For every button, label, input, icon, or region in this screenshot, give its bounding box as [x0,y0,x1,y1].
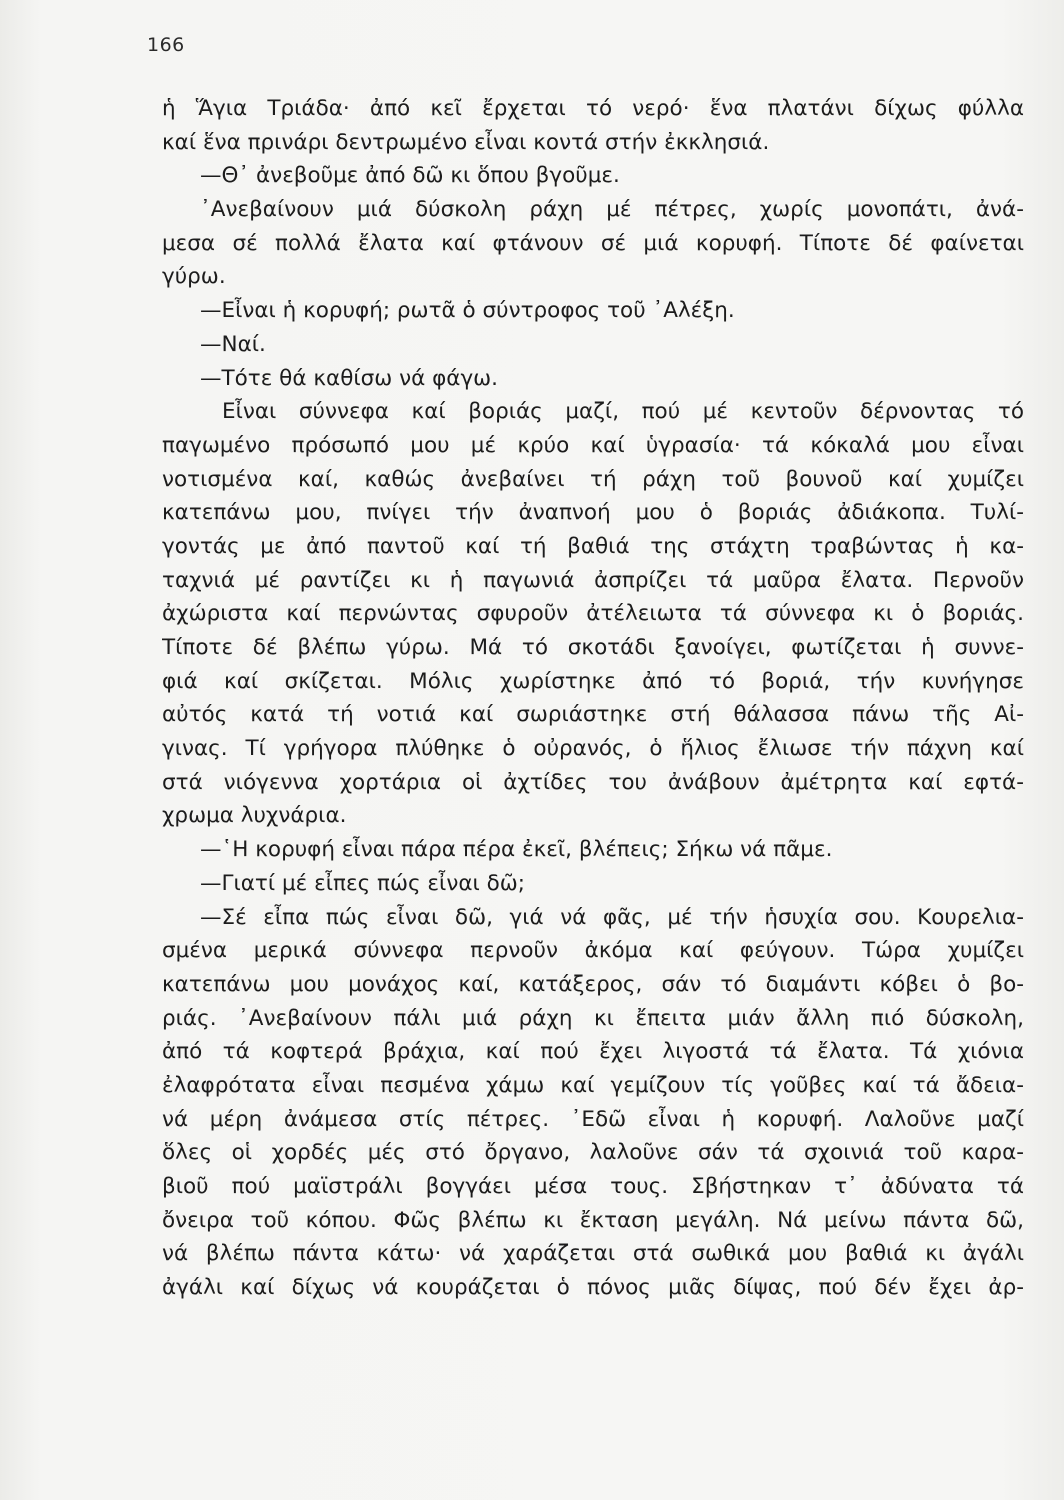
text-line: γοντάς με ἀπό παντοῦ καί τή βαθιά της στάχτη τραβώντας ἡ κα- [162,533,1024,559]
page-number: 166 [147,34,185,56]
text-line: παγωμένο πρόσωπό μου μέ κρύο καί ὑγρασία· τά κόκαλά μου εἶναι [162,432,1024,458]
text-line: βιοῦ πού μαϊστράλι βογγάει μέσα τους. Σβήστηκαν τ᾽ ἀδύνατα τά [162,1174,1024,1199]
text-line: —Θ᾽ ἀνεβοῦμε ἀπό δῶ κι ὅπου βγοῦμε. [200,163,620,189]
text-line: ὄνειρα τοῦ κόπου. Φῶς βλέπω κι ἔκταση μεγάλη. Νά μείνω πάντα δῶ, [162,1207,1024,1233]
text-line: —Γιατί μέ εἶπες πώς εἶναι δῶ; [200,870,526,896]
text-line: φιά καί σκίζεται. Μόλις χωρίστηκε ἀπό τό βοριά, τήν κυνήγησε [162,668,1024,694]
text-line: στά νιόγεννα χορτάρια οἱ ἀχτίδες του ἀνάβουν ἀμέτρητα καί εφτά- [162,769,1024,795]
text-line: ἀχώριστα καί περνώντας σφυροῦν ἀτέλειωτα τά σύννεφα κι ὁ βοριάς. [162,601,1024,627]
text-line: κατεπάνω μου μονάχος καί, κατάξερος, σάν τό διαμάντι κόβει ὁ βο- [162,971,1024,997]
text-line: Τίποτε δέ βλέπω γύρω. Μά τό σκοτάδι ξανοίγει, φωτίζεται ἡ συννε- [162,635,1024,660]
text-line: γινας. Τί γρήγορα πλύθηκε ὁ οὐρανός, ὁ ἥλιος ἔλιωσε τήν πάχνη καί [162,736,1024,762]
text-line: γύρω. [162,264,226,290]
text-line: ᾽Ανεβαίνουν μιά δύσκολη ράχη μέ πέτρες, χωρίς μονοπάτι, ἀνά- [200,197,1024,223]
text-line: ριάς. ᾽Ανεβαίνουν πάλι μιά ράχη κι ἔπειτα μιάν ἄλλη πιό δύσκολη, [162,1005,1024,1031]
text-line: —Εἶναι ἡ κορυφή; ρωτᾶ ὁ σύντροφος τοῦ ᾽Αλέξη. [200,298,735,324]
text-line: σμένα μερικά σύννεφα περνοῦν ἀκόμα καί φεύγουν. Τώρα χυμίζει [162,938,1024,964]
text-line: ἐλαφρότατα εἶναι πεσμένα χάμω καί γεμίζουν τίς γοῦβες καί τά ἄδεια- [162,1072,1024,1098]
text-line: ἀπό τά κοφτερά βράχια, καί πού ἔχει λιγοστά τά ἔλατα. Τά χιόνια [162,1039,1024,1065]
text-line: μεσα σέ πολλά ἔλατα καί φτάνουν σέ μιά κορυφή. Τίποτε δέ φαίνεται [162,230,1024,256]
text-line: Εἶναι σύννεφα καί βοριάς μαζί, πού μέ κεντοῦν δέρνοντας τό [222,399,1024,425]
text-line: —Ναί. [200,331,266,357]
text-line: ἡ Ἅγια Τριάδα· ἀπό κεῖ ἔρχεται τό νερό· ἕνα πλατάνι δίχως φύλλα [162,96,1024,121]
text-line: νά μέρη ἀνάμεσα στίς πέτρες. ᾽Εδῶ εἶναι ἡ κορυφή. Λαλοῦνε μαζί [162,1106,1024,1132]
text-line: ταχνιά μέ ραντίζει κι ἡ παγωνιά ἀσπρίζει τά μαῦρα ἔλατα. Περνοῦν [162,567,1024,593]
body-text [162,92,1024,1305]
text-line: αὐτός κατά τή νοτιά καί σωριάστηκε στή θάλασσα πάνω τῆς Αἰ- [162,702,1024,728]
text-line: —Τότε θά καθίσω νά φάγω. [200,365,499,391]
text-line: νά βλέπω πάντα κάτω· νά χαράζεται στά σωθικά μου βαθιά κι ἀγάλι [162,1241,1024,1267]
text-line: καί ἕνα πρινάρι δεντρωμένο εἶναι κοντά στήν ἐκκλησιά. [162,129,770,155]
text-line: ὅλες οἱ χορδές μές στό ὄργανο, λαλοῦνε σάν τά σχοινιά τοῦ καρα- [162,1140,1024,1166]
text-line: —Σέ εἶπα πώς εἶναι δῶ, γιά νά φᾶς, μέ τήν ἡσυχία σου. Κουρελια- [200,904,1024,930]
text-line: —῾Η κορυφή εἶναι πάρα πέρα ἐκεῖ, βλέπεις; Σήκω νά πᾶμε. [200,837,833,863]
text-line: κατεπάνω μου, πνίγει τήν ἀναπνοή μου ὁ βοριάς ἀδιάκοπα. Τυλί- [162,500,1024,526]
text-line: νοτισμένα καί, καθώς ἀνεβαίνει τή ράχη τοῦ βουνοῦ καί χυμίζει [162,466,1024,492]
text-line: χρωμα λυχνάρια. [162,803,347,829]
text-line: ἀγάλι καί δίχως νά κουράζεται ὁ πόνος μιᾶς δίψας, πού δέν ἔχει ἀρ- [162,1275,1024,1301]
